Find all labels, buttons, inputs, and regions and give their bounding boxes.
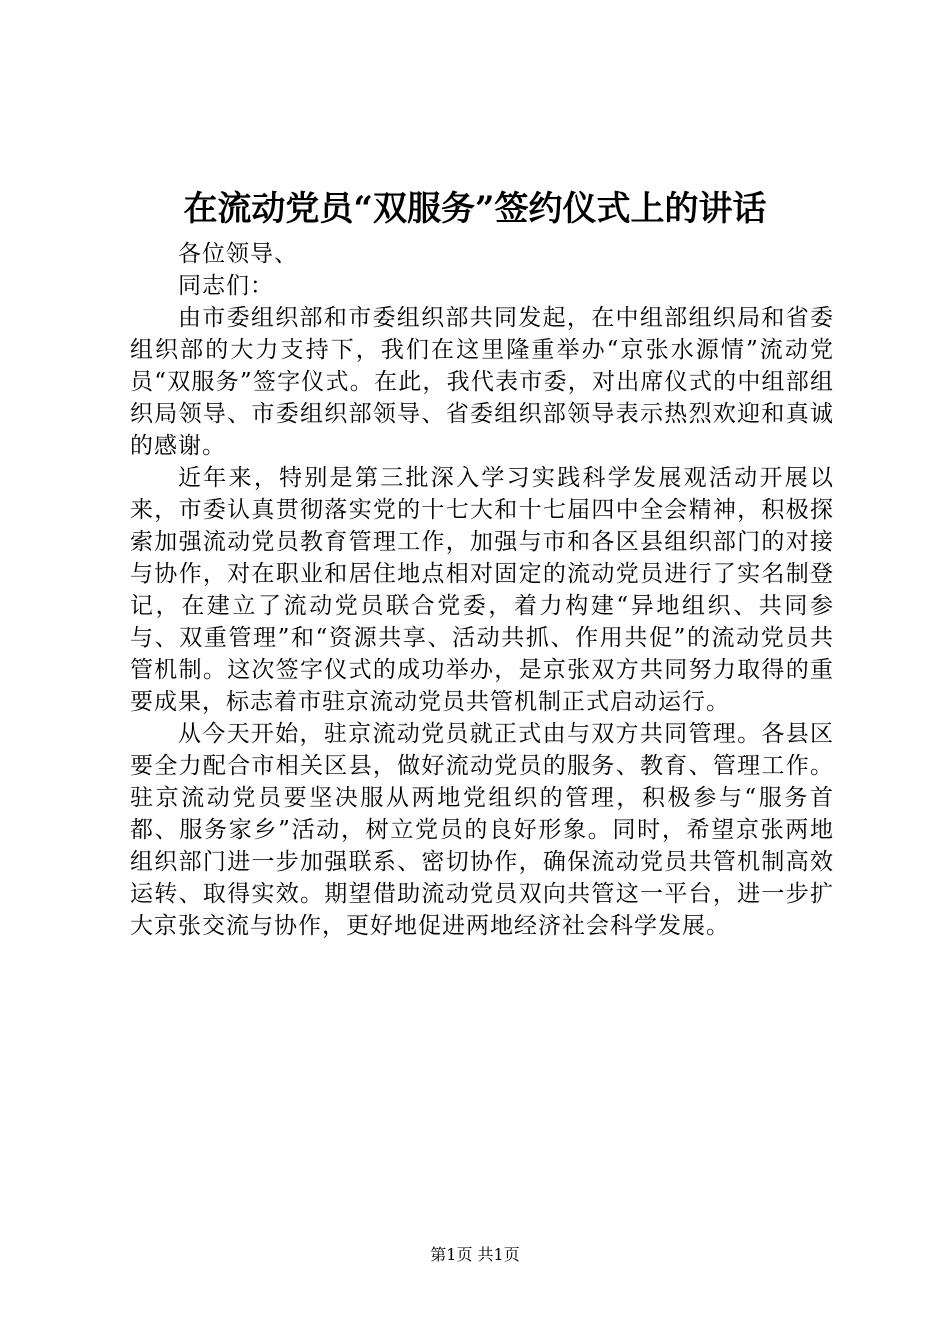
paragraph-3: 从今天开始，驻京流动党员就正式由与双方共同管理。各县区要全力配合市相关区县，做好流动党员的服务、教育、管理工作。驻京流动党员要坚决服从两地党组织的管理，积极参与“服务首都、服务家乡”活动，树立党员的良好形象。同时，希望京张两地组织部门进一步加强联系、密切协作，确保流动党员共管机制高效运转、取得实效。期望借助流动党员双向共管这一平台，进一步扩大京张交流与协作，更好地促进两地经济社会科学发展。: [130, 721, 834, 939]
document-title: 在流动党员“双服务”签约仪式上的讲话: [183, 189, 767, 229]
paragraph-1: 由市委组织部和市委组织部共同发起，在中组部组织局和省委组织部的大力支持下，我们在这里隆重举办“京张水源情”流动党员“双服务”签字仪式。在此，我代表市委，对出席仪式的中组部组织局领导、市委组织部领导、省委组织部领导表示热烈欢迎和真诚的感谢。: [130, 305, 834, 459]
salutation-comrades: 同志们：: [178, 273, 274, 299]
document-body: [130, 238, 834, 942]
page-footer: 第1页 共1页: [430, 1245, 520, 1264]
paragraph-2: 近年来，特别是第三批深入学习实践科学发展观活动开展以来，市委认真贯彻落实党的十七大和十七届四中全会精神，积极探索加强流动党员教育管理工作，加强与市和各区县组织部门的对接与协作，对在职业和居住地点相对固定的流动党员进行了实名制登记，在建立了流动党员联合党委，着力构建“异地组织、共同参与、双重管理”和“资源共享、活动共抓、作用共促”的流动党员共管机制。这次签字仪式的成功举办，是京张双方共同努力取得的重要成果，标志着市驻京流动党员共管机制正式启动运行。: [130, 465, 834, 715]
salutation-leaders: 各位领导、: [178, 241, 298, 267]
